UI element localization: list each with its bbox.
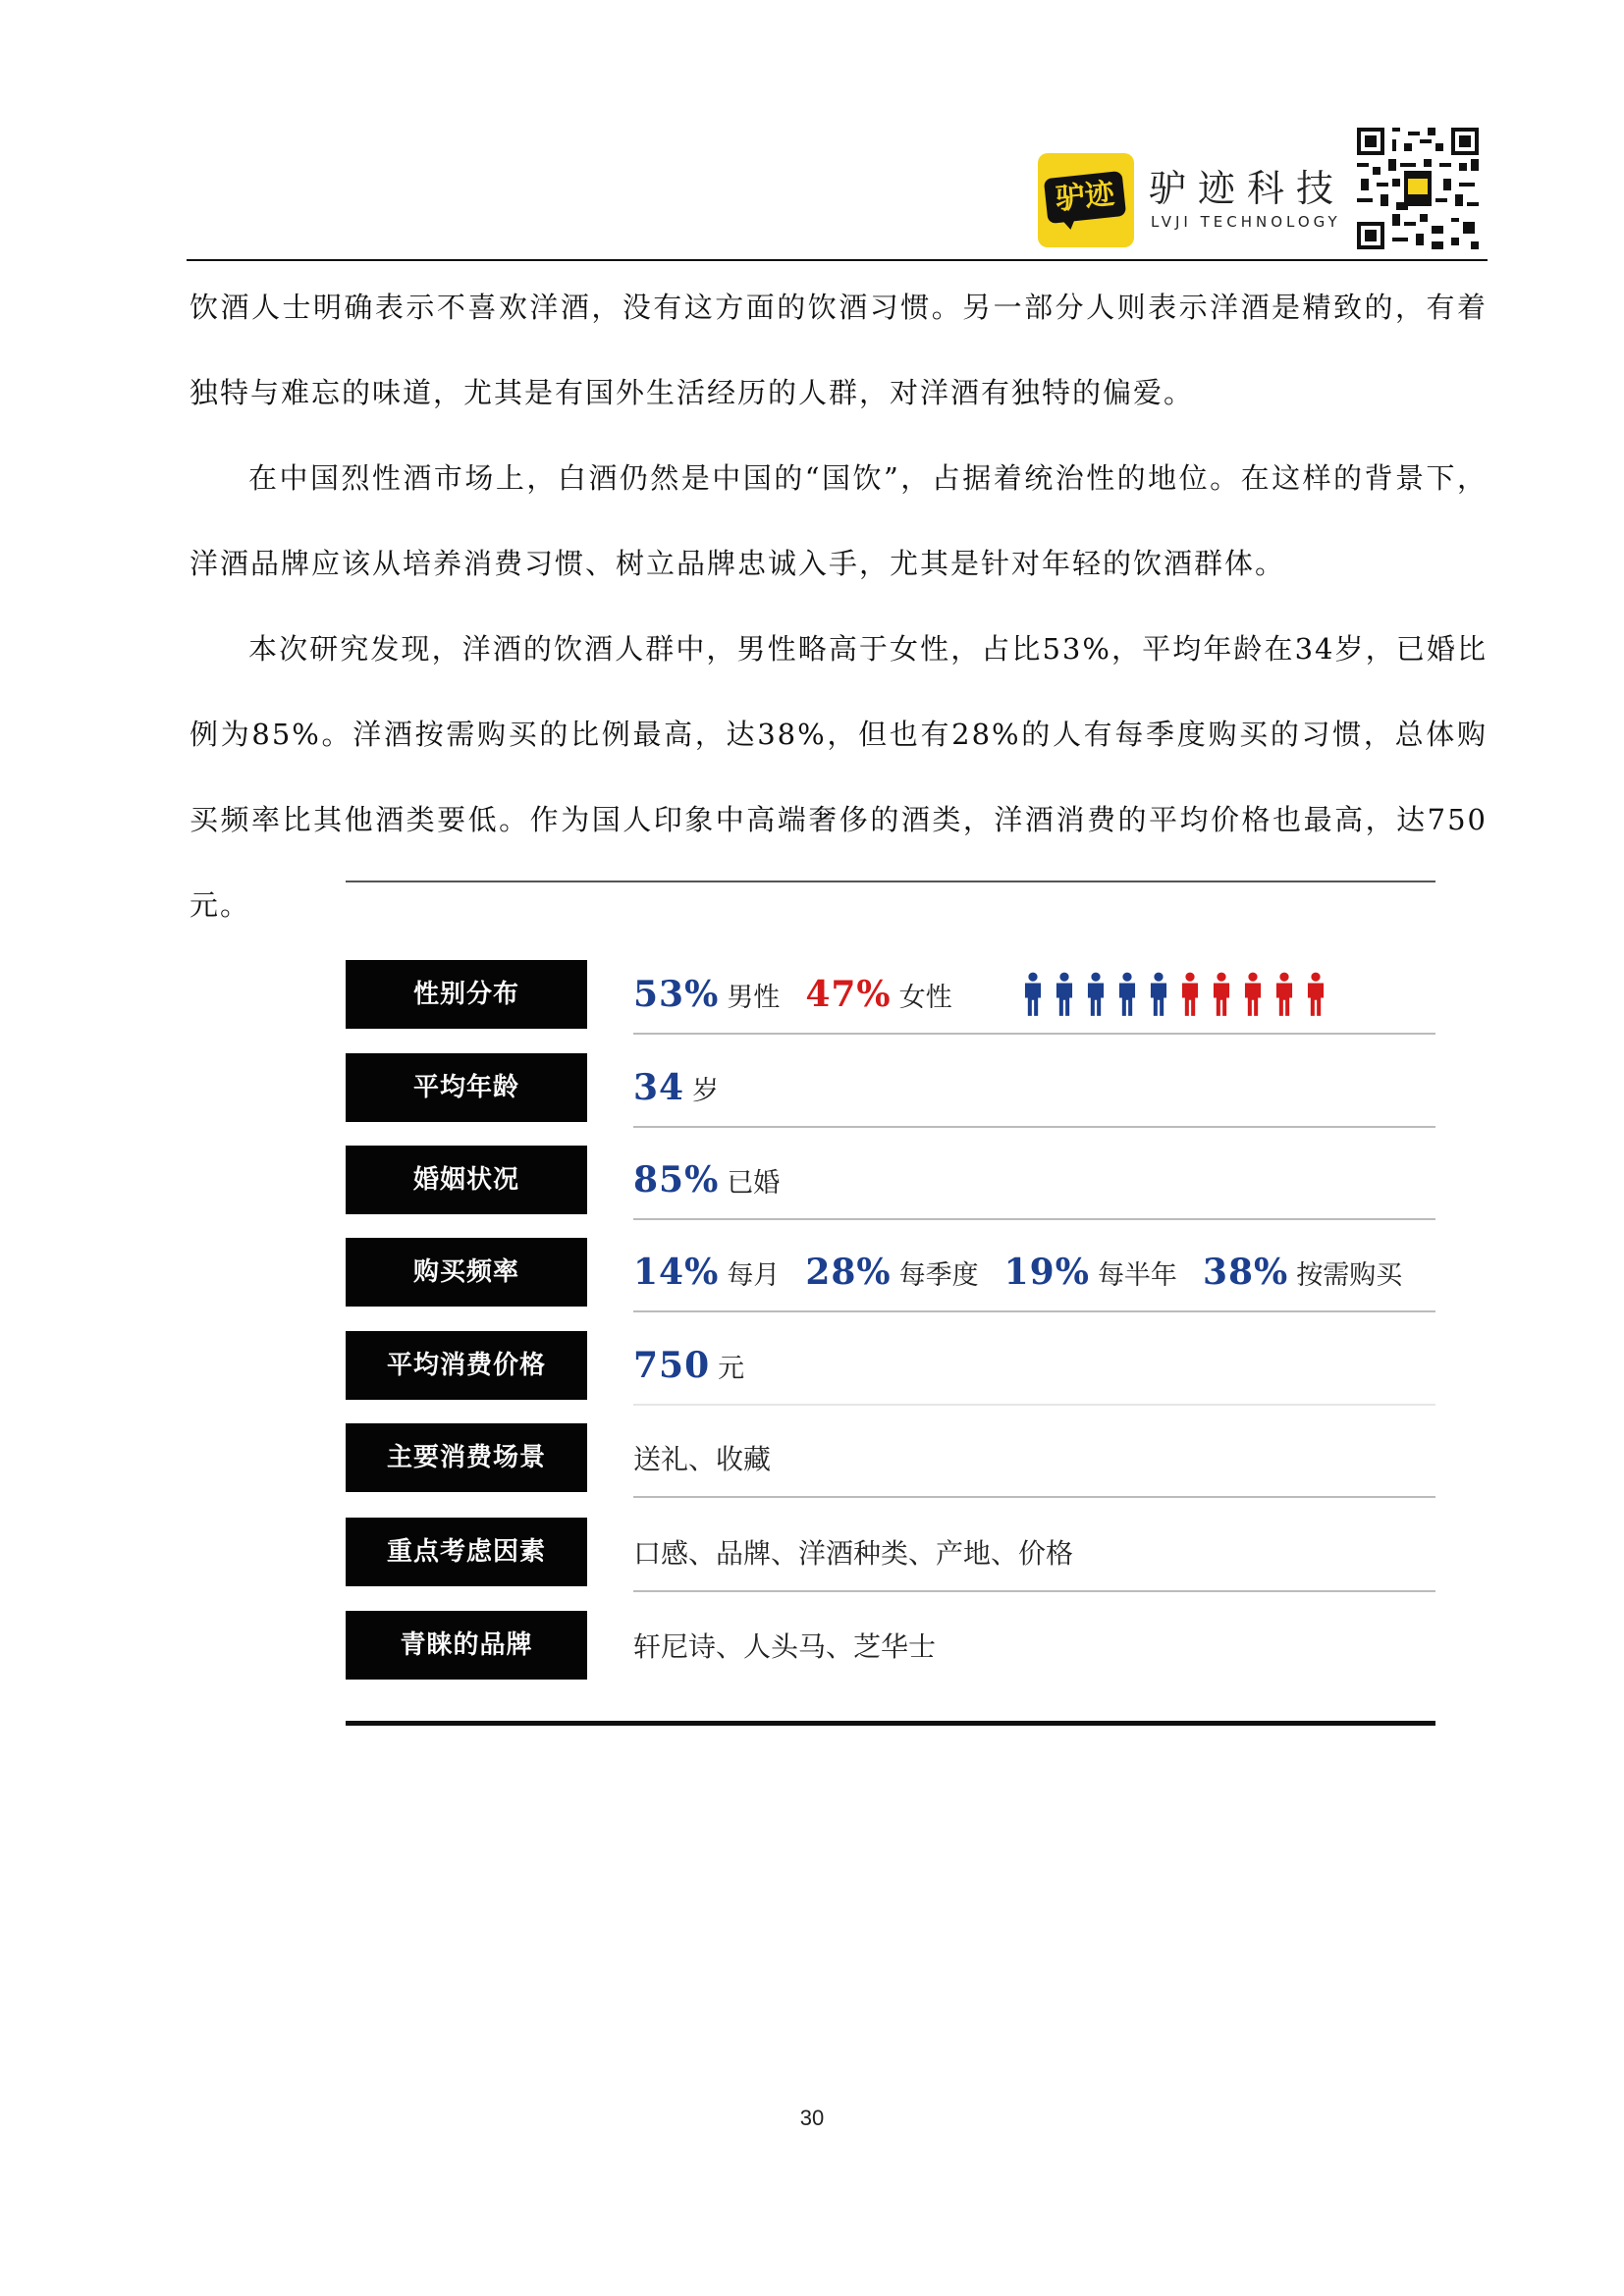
frequency-halfyear-value: 19% xyxy=(1003,1252,1090,1293)
female-person-icon xyxy=(1237,972,1269,1017)
row-divider xyxy=(633,1590,1435,1592)
age-label: 平均年龄 xyxy=(346,1053,587,1122)
price-values xyxy=(633,1331,1435,1400)
female-person-icon xyxy=(1206,972,1237,1017)
frequency-values xyxy=(633,1238,1435,1307)
brands-values xyxy=(633,1611,1435,1680)
male-percent: 53% xyxy=(633,974,720,1015)
price-unit: 元 xyxy=(718,1353,745,1384)
marriage-unit: 已婚 xyxy=(727,1167,781,1199)
header-divider xyxy=(187,259,1488,261)
paragraph-1: 饮酒人士明确表示不喜欢洋酒，没有这方面的饮酒习惯。另一部分人则表示洋酒是精致的，有着独特与难忘的味道，尤其是有国外生活经历的人群，对洋酒有独特的偏爱。 xyxy=(189,291,1488,409)
row-age xyxy=(346,1053,1435,1122)
price-label: 平均消费价格 xyxy=(346,1331,587,1400)
female-person-icon xyxy=(1174,972,1206,1017)
logo-bubble: 驴迹 xyxy=(1044,171,1126,224)
marriage-values xyxy=(633,1146,1435,1214)
brand-subtitle: LVJI TECHNOLOGY xyxy=(1151,213,1341,231)
price-value: 750 xyxy=(633,1345,711,1386)
factors-label: 重点考虑因素 xyxy=(346,1518,587,1586)
gender-people-icons xyxy=(1017,972,1331,1017)
male-person-icon xyxy=(1143,972,1174,1017)
row-scenario xyxy=(346,1423,1435,1492)
male-person-icon xyxy=(1017,972,1049,1017)
factors-values xyxy=(633,1518,1435,1586)
page-number: 30 xyxy=(799,2106,825,2130)
brands-text: 轩尼诗、人头马、芝华士 xyxy=(633,1630,937,1663)
marriage-label: 婚姻状况 xyxy=(346,1146,587,1214)
frequency-label: 购买频率 xyxy=(346,1238,587,1307)
paragraph-3: 本次研究发现，洋酒的饮酒人群中，男性略高于女性，占比53%，平均年龄在34岁，已婚比例为85%。洋酒按需购买的比例最高，达38%，但也有28%的人有每季度购买的习惯，总体购买频率比其他酒类要低。作为国人印象中高端奢侈的酒类，洋酒消费的平均价格也最高，达750元。 xyxy=(189,632,1488,922)
row-marriage xyxy=(346,1146,1435,1214)
row-divider xyxy=(633,1218,1435,1220)
female-percent: 47% xyxy=(805,974,892,1015)
male-person-icon xyxy=(1111,972,1143,1017)
row-divider xyxy=(633,1404,1435,1406)
factors-text: 口感、品牌、洋酒种类、产地、价格 xyxy=(633,1537,1074,1570)
gender-label: 性别分布 xyxy=(346,960,587,1029)
logo-bubble-tail xyxy=(1058,212,1080,231)
age-unit: 岁 xyxy=(692,1075,720,1106)
page-header xyxy=(0,0,1624,265)
age-value: 34 xyxy=(633,1067,685,1108)
row-divider xyxy=(633,1496,1435,1498)
female-person-icon xyxy=(1269,972,1300,1017)
brand-logo xyxy=(1038,153,1134,247)
female-person-icon xyxy=(1300,972,1331,1017)
scenario-label: 主要消费场景 xyxy=(346,1423,587,1492)
paragraph-2: 在中国烈性酒市场上，白酒仍然是中国的“国饮”，占据着统治性的地位。在这样的背景下，洋酒品牌应该从培养消费习惯、树立品牌忠诚入手，尤其是针对年轻的饮酒群体。 xyxy=(189,461,1488,580)
qr-code-icon xyxy=(1357,128,1479,249)
row-divider xyxy=(633,1310,1435,1312)
male-text: 男性 xyxy=(727,982,781,1013)
frequency-quarterly-value: 28% xyxy=(805,1252,892,1293)
frequency-halfyear-unit: 每半年 xyxy=(1097,1259,1177,1291)
marriage-value: 85% xyxy=(633,1159,720,1201)
frequency-ondemand-value: 38% xyxy=(1202,1252,1289,1293)
male-person-icon xyxy=(1080,972,1111,1017)
row-gender xyxy=(346,960,1435,1029)
row-price xyxy=(346,1331,1435,1400)
infographic-bottom-divider xyxy=(346,1721,1435,1726)
brands-label: 青睐的品牌 xyxy=(346,1611,587,1680)
male-person-icon xyxy=(1049,972,1080,1017)
gender-values xyxy=(633,960,1435,1029)
infographic-top-divider xyxy=(346,881,1435,882)
age-values xyxy=(633,1053,1435,1122)
row-divider xyxy=(633,1033,1435,1035)
scenario-values xyxy=(633,1423,1435,1492)
row-factors xyxy=(346,1518,1435,1586)
female-text: 女性 xyxy=(898,982,952,1013)
scenario-text: 送礼、收藏 xyxy=(633,1443,772,1475)
brand-name: 驴迹科技 xyxy=(1149,167,1346,210)
row-divider xyxy=(633,1126,1435,1128)
frequency-quarterly-unit: 每季度 xyxy=(898,1259,979,1291)
row-frequency xyxy=(346,1238,1435,1307)
frequency-monthly-value: 14% xyxy=(633,1252,720,1293)
frequency-monthly-unit: 每月 xyxy=(727,1259,781,1291)
frequency-ondemand-unit: 按需购买 xyxy=(1296,1259,1403,1291)
row-brands xyxy=(346,1611,1435,1680)
